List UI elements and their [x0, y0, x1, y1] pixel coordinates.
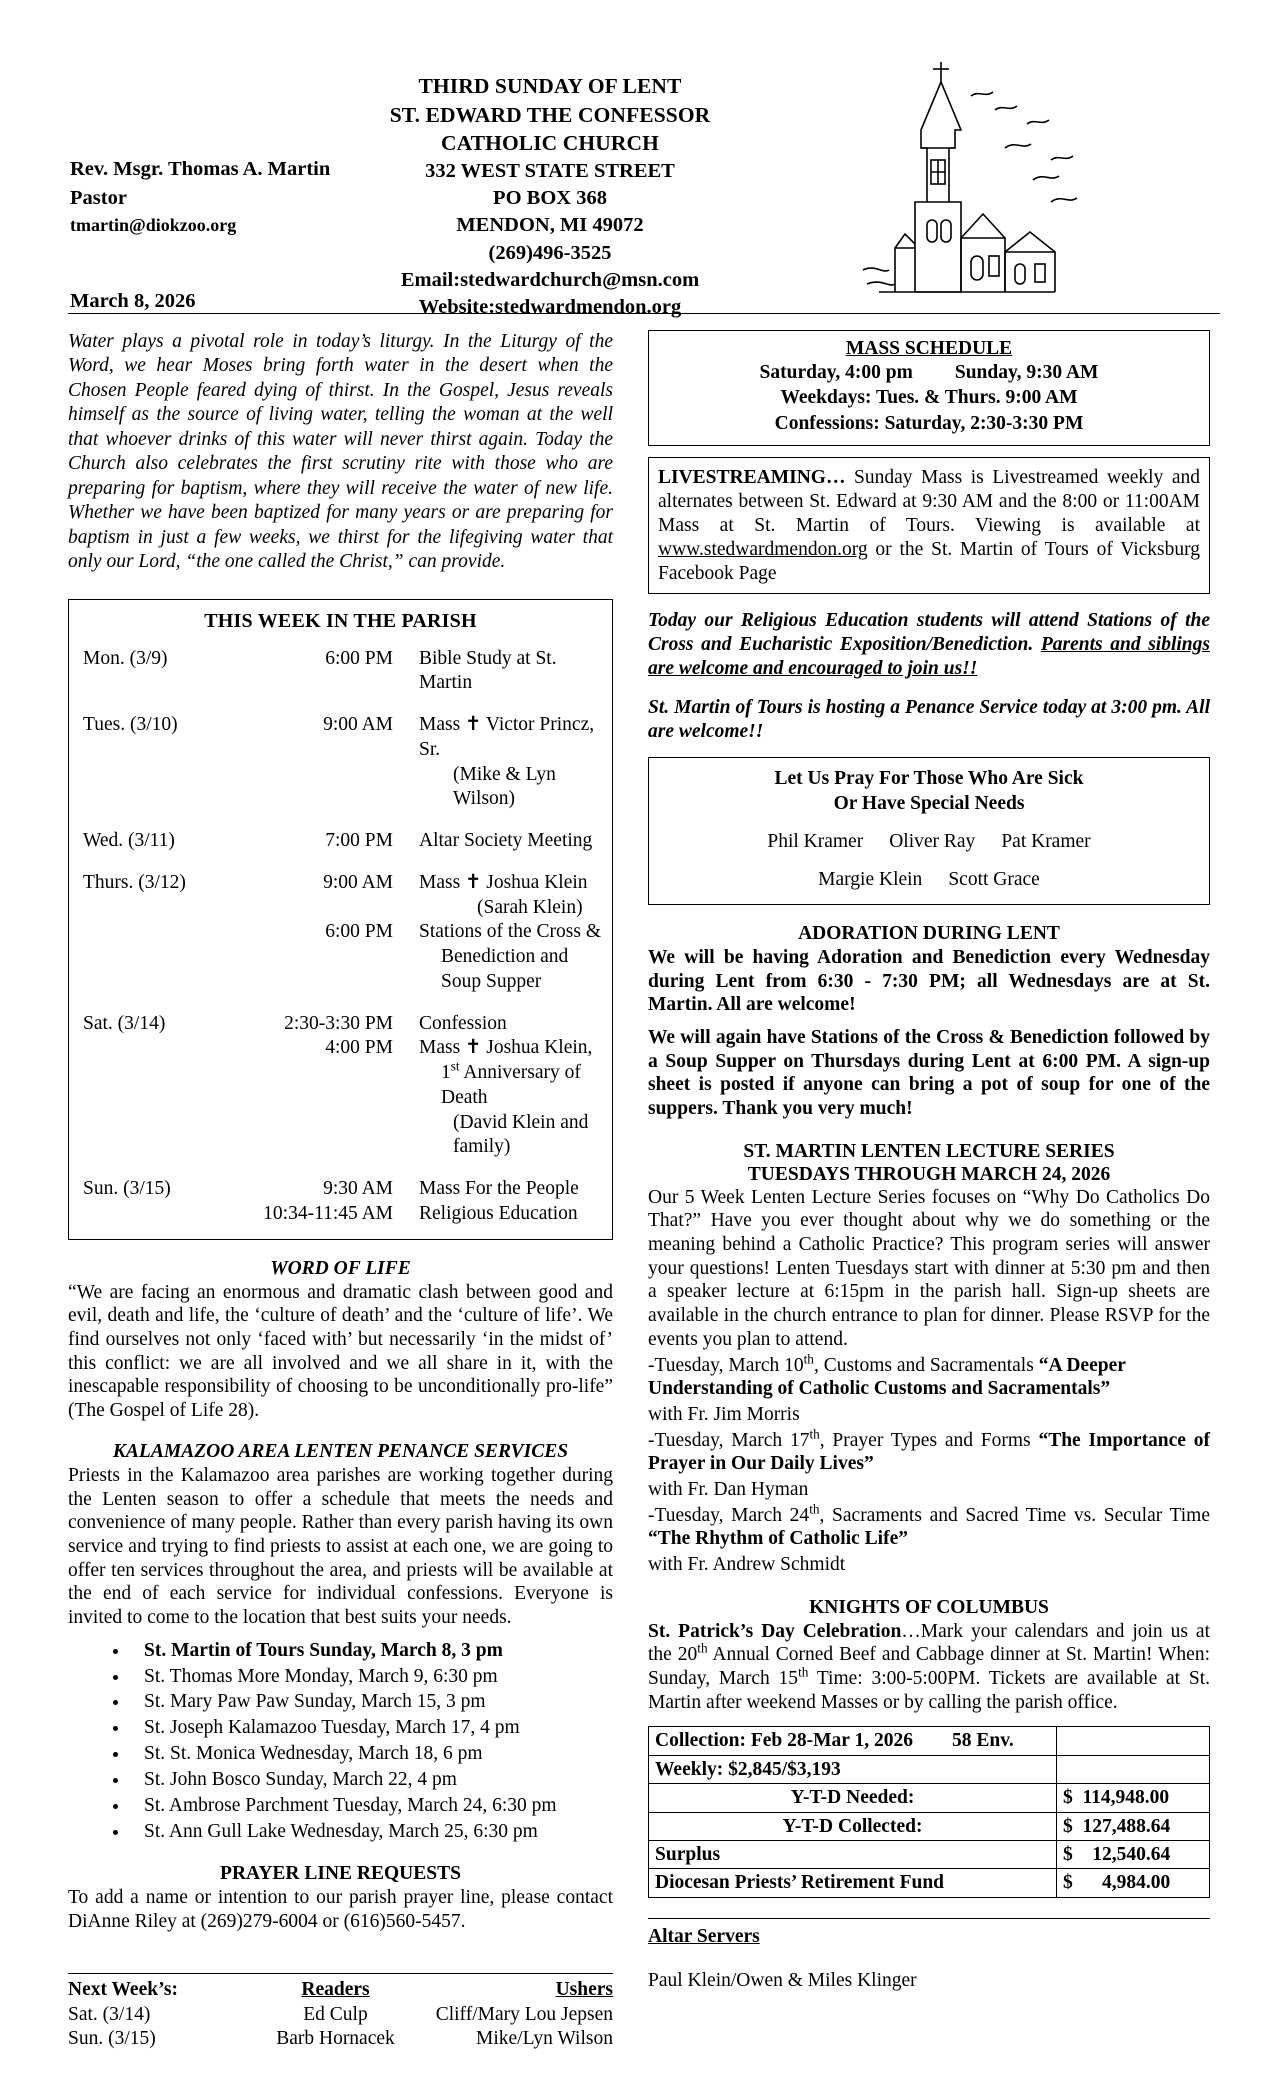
row-time: 10:34-11:45 AM [263, 1202, 393, 1224]
knights-of-columbus-title: KNIGHTS OF COLUMBUS [809, 1596, 1049, 1618]
table-row [649, 1840, 1210, 1868]
table-row [649, 1727, 1210, 1755]
row-day [75, 1202, 233, 1227]
lecture-1-title: “A Deeper Understanding of Catholic Customs and Sacramentals” [648, 1354, 1126, 1400]
sick-name: Margie Klein [818, 868, 923, 890]
next-week-table [68, 1978, 613, 2051]
lecture-speaker-1: with Fr. Jim Morris [648, 1403, 800, 1425]
row-desc-sub: (Mike & Lyn Wilson) [453, 763, 556, 810]
this-week-in-parish-box [68, 599, 613, 1240]
row-desc [411, 1036, 606, 1160]
ordinal-suffix: th [798, 1664, 809, 1680]
church-steeple-icon [855, 52, 1085, 297]
announcement-penance-service: St. Martin of Tours is hosting a Penance Service today at 3:00 pm. All are welcome!! [648, 696, 1210, 742]
knights-text-1: …Mark your calendars and join us at the 20 [648, 1620, 1210, 1666]
announcement-plain: Today our Religious Education students will attend Stations of the Cross and Eucharistic Exposition/Benediction. [648, 610, 1210, 656]
lecture-speaker-3: with Fr. Andrew Schmidt [648, 1554, 846, 1576]
collection-row-label: Diocesan Priests’ Retirement Fund [649, 1869, 1057, 1897]
next-week-divider [68, 1973, 613, 1974]
penance-services-list [68, 1638, 613, 1845]
row-day [75, 920, 233, 994]
altar-servers-names: Paul Klein/Owen & Miles Klinger [648, 1969, 917, 1991]
header-divider [68, 313, 1220, 314]
collection-weekly-label: Weekly: $2,845/$3,193 [649, 1755, 1057, 1783]
row-desc-main: Mass ✝ Victor Princz, Sr. [419, 714, 595, 760]
collection-envelope-count: 58 Env. [951, 1730, 1014, 1752]
penance-services-title: KALAMAZOO AREA LENTEN PENANCE SERVICES [112, 1440, 569, 1462]
row-usher: Cliff/Mary Lou Jepsen [435, 2003, 613, 2025]
city-state-zip: MENDON, MI 49072 [456, 214, 644, 237]
row-time: 9:30 AM [323, 1178, 393, 1200]
collection-header-amount [1057, 1727, 1210, 1755]
parish-name-2: CATHOLIC CHURCH [441, 131, 659, 156]
lecture-2-date: -Tuesday, March 17 [648, 1429, 810, 1451]
ordinal-suffix: th [803, 1351, 814, 1367]
sick-name: Phil Kramer [767, 831, 864, 853]
mass-schedule-confessions: Confessions: Saturday, 2:30-3:30 PM [774, 412, 1084, 434]
row-desc: Bible Study at St. Martin [419, 647, 557, 694]
liturgy-intro-paragraph: Water plays a pivotal role in today’s liturgy. In the Liturgy of the Word, we hear Moses bring forth water in the desert when the Chosen People feared dying of thirst. In the Gospel, Jesus reveals himself as the source of living water, telling the woman at the well that whoever drinks of this water will never thirst again. Today the Church also celebrates the first scrutiny rite with those who are preparing for baptism, where they will receive the water of new life. Whether we have been baptized for many years or are preparing for baptism in just a few weeks, we thirst for the lifegiving water that only our Lord, “the one called the Christ,” can provide. [68, 331, 613, 573]
lecture-3-date: -Tuesday, March 24 [648, 1504, 810, 1526]
parish-name: ST. EDWARD THE CONFESSOR [389, 102, 711, 127]
row-desc-main: Stations of the Cross & [419, 921, 602, 943]
mass-schedule-box [648, 330, 1210, 446]
row-day: Wed. (3/11) [83, 830, 175, 852]
phone-number: (269)496-3525 [488, 241, 612, 264]
row-desc: Religious Education [419, 1202, 578, 1224]
row-day: Thurs. (3/12) [83, 871, 186, 893]
row-desc: Confession [419, 1012, 507, 1034]
lecture-series-body: Our 5 Week Lenten Lecture Series focuses on “Why Do Catholics Do That?” Have you ever thought about why we do something or the meaning behind a Catholic Practice? This program series will answer your questions! Lenten Tuesdays start with dinner at 5:30 pm and then a speaker lecture at 6:15pm in the parish hall. Sign-up sheets are available in the church entrance to plan for dinner. Please RSVP for the events you plan to attend. [648, 1186, 1210, 1350]
row-time: 6:00 PM [325, 647, 393, 669]
collection-table [648, 1726, 1210, 1897]
livestreaming-text [658, 466, 1200, 585]
table-row [75, 713, 606, 812]
list-item: • St. St. Monica Wednesday, March 18, 6 pm [130, 1741, 613, 1767]
table-row [649, 1755, 1210, 1783]
lecture-series-title-2: TUESDAYS THROUGH MARCH 24, 2026 [747, 1163, 1111, 1185]
table-row [75, 1012, 606, 1037]
list-item: • St. Ann Gull Lake Wednesday, March 25, 6:30 pm [130, 1819, 613, 1845]
table-row [75, 920, 606, 994]
collection-row-label: Surplus [649, 1840, 1057, 1868]
collection-header-label: Collection: Feb 28-Mar 1, 2026 58 Env. [649, 1727, 1057, 1755]
sick-title-line2: Or Have Special Needs [833, 793, 1025, 815]
livestreaming-after: or the St. Martin of Tours of Vicksburg Facebook Page [658, 538, 1200, 584]
row-desc-sub: Benediction and Soup Supper [441, 946, 569, 992]
knights-text-2: Annual Corned Beef and Cabbage dinner at St. Martin! When: Sunday, March 15 [648, 1644, 1211, 1690]
row-time: 2:30-3:30 PM [284, 1012, 393, 1034]
ordinal-suffix: th [809, 1501, 820, 1517]
lecture-speaker-2: with Fr. Dan Hyman [648, 1478, 809, 1500]
sunday-title: THIRD SUNDAY OF LENT [418, 74, 682, 98]
knights-body [648, 1620, 1210, 1715]
po-box: PO BOX 368 [493, 187, 607, 210]
row-day: Tues. (3/10) [83, 714, 178, 736]
row-day: Sat. (3/14) [68, 2003, 151, 2025]
column-header-ushers: Ushers [555, 1979, 613, 2001]
column-header-readers: Readers [301, 1979, 370, 2001]
list-item: • St. Ambrose Parchment Tuesday, March 24, 6:30 pm [130, 1793, 613, 1819]
bulletin-date: March 8, 2026 [70, 290, 196, 312]
row-desc-main: Mass ✝ Joshua Klein [419, 871, 588, 893]
list-item: • St. Mary Paw Paw Sunday, March 15, 3 pm [130, 1689, 613, 1715]
prayer-line-title: PRAYER LINE REQUESTS [220, 1863, 461, 1884]
table-row [75, 829, 606, 854]
lecture-series-title-1: ST. MARTIN LENTEN LECTURE SERIES [743, 1140, 1115, 1162]
table-row [75, 1177, 606, 1202]
row-desc-sub: (Sarah Klein) [477, 896, 583, 918]
sick-name: Scott Grace [948, 868, 1040, 890]
lecture-3-topic: , Sacraments and Sacred Time vs. Secular Time [819, 1504, 1210, 1526]
left-column [68, 330, 613, 2052]
prayer-line-body: To add a name or intention to our parish prayer line, please contact DiAnne Riley at (269)279-6004 or (616)560-5457. [68, 1887, 613, 1932]
mass-schedule-weekdays: Weekdays: Tues. & Thurs. 9:00 AM [780, 387, 1078, 409]
prayer-for-sick-box [648, 757, 1210, 905]
row-time: 6:00 PM [325, 921, 393, 943]
collection-weekly-amount [1057, 1755, 1210, 1783]
list-item: • St. Thomas More Monday, March 9, 6:30 pm [130, 1664, 613, 1690]
table-row [649, 1784, 1210, 1812]
announcement-emphasis: Parents and siblings are welcome and encouraged to join us!! [648, 634, 1210, 679]
collection-row-amount: $ 114,948.00 [1057, 1784, 1210, 1812]
saturday-mass: Saturday, 4:00 pm [759, 362, 913, 383]
row-desc: Altar Society Meeting [419, 830, 593, 852]
lecture-1-date: -Tuesday, March 10 [648, 1354, 804, 1376]
row-desc-sub-2: (David Klein and family) [453, 1111, 589, 1158]
lecture-event-3 [648, 1501, 1210, 1551]
parish-identity [300, 72, 800, 321]
table-row [75, 1036, 606, 1160]
sick-title-line1: Let Us Pray For Those Who Are Sick [774, 768, 1084, 790]
street-address: 332 WEST STATE STREET [425, 159, 675, 182]
parish-week-title: THIS WEEK IN THE PARISH [204, 609, 477, 632]
ordinal-suffix: th [697, 1640, 708, 1656]
table-row [68, 2027, 613, 2051]
row-desc-sub: 1st Anniversary of Death [441, 1058, 581, 1108]
table-header-row [68, 1978, 613, 2002]
livestreaming-box [648, 457, 1210, 594]
collection-row-label: Y-T-D Collected: [649, 1812, 1057, 1840]
table-row [75, 871, 606, 921]
table-row [649, 1869, 1210, 1897]
website-line: Website:stedwardmendon.org [418, 296, 682, 319]
sick-name: Pat Kramer [1001, 831, 1091, 853]
lecture-2-topic: , Prayer Types and Forms [819, 1429, 1039, 1451]
email-line: Email:stedwardchurch@msn.com [400, 268, 700, 291]
row-day: Mon. (3/9) [83, 647, 168, 669]
knights-text-3: Time: 3:00-5:00PM. Tickets are available at St. Martin after weekend Masses or by calling the parish office. [648, 1668, 1210, 1713]
sick-names-row-2 [659, 867, 1199, 892]
parish-week-table [75, 647, 606, 1227]
row-desc: Mass For the People [419, 1178, 579, 1200]
table-row [649, 1812, 1210, 1840]
next-week-label: Next Week’s: [68, 1979, 178, 2001]
row-desc-main: Mass ✝ Joshua Klein, [419, 1037, 593, 1059]
row-day: Sun. (3/15) [68, 2028, 156, 2050]
adoration-paragraph-1: We will be having Adoration and Benediction every Wednesday during Lent from 6:30 - 7:30 PM; all Wednesdays are at St. Martin. All are welcome! [648, 946, 1210, 1016]
table-row [75, 1202, 606, 1227]
masthead [0, 0, 1275, 319]
lecture-2-title: “The Importance of Prayer in Our Daily Lives” [648, 1429, 1210, 1475]
announcement-religious-education [648, 609, 1210, 680]
row-desc [411, 871, 606, 921]
pastor-email: tmartin@diokzoo.org [70, 215, 237, 236]
mass-schedule-weekend [657, 360, 1201, 385]
livestream-link[interactable]: www.stedwardmendon.org [658, 538, 868, 560]
row-reader: Ed Culp [303, 2003, 368, 2025]
word-of-life-title: WORD OF LIFE [270, 1257, 411, 1279]
sick-name: Oliver Ray [889, 831, 976, 853]
ordinal-suffix: th [809, 1426, 820, 1442]
word-of-life-body: “We are facing an enormous and dramatic clash between good and evil, death and life, the ‘culture of death’ and the ‘culture of life’. We find ourselves not only ‘faced with’ but necessarily ‘in the midst of’ this conflict: we are all involved and we all share in it, with the inescapable responsibility of choosing to be unconditionally pro-life” (The Gospel of Life 28). [68, 1281, 613, 1422]
row-time: 7:00 PM [325, 830, 393, 852]
livestreaming-before: Sunday Mass is Livestreamed weekly and alternates between St. Edward at 9:30 AM and the 8:00 or 11:00AM Mass at St. Martin of Tours. Viewing is available at [658, 467, 1200, 536]
penance-services-body: Priests in the Kalamazoo area parishes are working together during the Lenten season to offer a schedule that meets the needs and convenience of many people. Rather than every parish having its own service and trying to find priests to assist at each one, we are going to offer ten services throughout the area, and priests will be available at the end of each service for individual confessions. Everyone is invited to come to the location that best suits your needs. [68, 1464, 613, 1628]
row-time: 4:00 PM [325, 1037, 393, 1059]
row-day: Sun. (3/15) [83, 1178, 171, 1200]
adoration-paragraph-2: We will again have Stations of the Cross & Benediction followed by a Soup Supper on Thursdays during Lent at 6:00 PM. A sign-up sheet is posted if anyone can bring a pot of soup for one of the suppers. Thank you very much! [648, 1026, 1210, 1120]
table-row [68, 2003, 613, 2027]
knights-lead: St. Patrick’s Day Celebration [648, 1620, 902, 1642]
collection-row-amount: $ 4,984.00 [1057, 1869, 1210, 1897]
table-row [75, 647, 606, 697]
row-desc [411, 920, 606, 994]
pastor-name: Rev. Msgr. Thomas A. Martin [70, 158, 331, 180]
lecture-1-topic: , Customs and Sacramentals [813, 1354, 1039, 1376]
sick-names-row-1 [659, 829, 1199, 854]
row-day [75, 1036, 233, 1160]
row-desc [411, 713, 606, 812]
collection-row-amount: $ 12,540.64 [1057, 1840, 1210, 1868]
pastor-title: Pastor [70, 187, 127, 210]
altar-servers-title: Altar Servers [648, 1925, 760, 1947]
collection-row-label: Y-T-D Needed: [649, 1784, 1057, 1812]
livestreaming-label: LIVESTREAMING… [658, 467, 846, 489]
list-item: • St. Martin of Tours Sunday, March 8, 3 pm [130, 1638, 613, 1664]
lecture-event-1 [648, 1351, 1210, 1401]
pastor-block [70, 155, 330, 239]
mass-schedule-title: MASS SCHEDULE [845, 338, 1013, 359]
collection-row-amount: $ 127,488.64 [1057, 1812, 1210, 1840]
altar-servers-divider [648, 1918, 1210, 1919]
row-reader: Barb Hornacek [276, 2028, 395, 2050]
row-usher: Mike/Lyn Wilson [476, 2028, 613, 2050]
row-time: 9:00 AM [323, 871, 393, 893]
adoration-title: ADORATION DURING LENT [798, 922, 1060, 944]
row-day: Sat. (3/14) [83, 1012, 166, 1034]
row-time: 9:00 AM [323, 714, 393, 736]
list-item: • St. Joseph Kalamazoo Tuesday, March 17, 4 pm [130, 1715, 613, 1741]
list-item: • St. John Bosco Sunday, March 22, 4 pm [130, 1767, 613, 1793]
lecture-3-title: “The Rhythm of Catholic Life” [648, 1528, 908, 1550]
right-column [648, 330, 1210, 1992]
lecture-event-2 [648, 1426, 1210, 1476]
sunday-mass: Sunday, 9:30 AM [954, 362, 1099, 383]
